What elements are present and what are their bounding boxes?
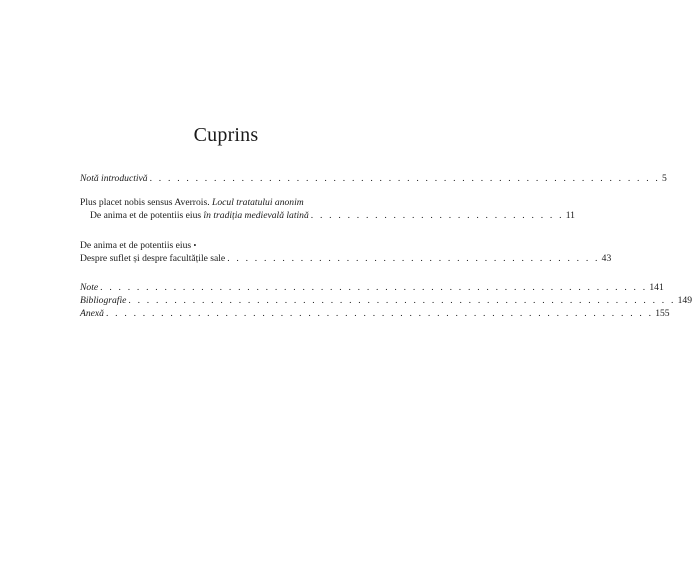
toc-entry-page: 149 [677,295,692,306]
toc-entry-line [80,196,373,209]
toc-entry-label: Note [80,282,99,293]
toc-entry-anexa[interactable] [80,307,670,320]
toc-entry-label [90,209,309,222]
toc-entry-text: De anima et de potentiis eius [80,240,192,251]
dot-leader: . . . . . . . . . . . . . . . . . . . . . . . . . . . . [310,210,564,221]
toc-entry-plus-placet[interactable] [80,196,575,222]
bullet-separator: • [193,241,197,250]
dot-leader: . . . . . . . . . . . . . . . . . . . . . . . . . . . . . . . . . . . . . . . . . . . . . . . . . . . . . . . . . . . . [105,308,654,319]
dot-leader: . . . . . . . . . . . . . . . . . . . . . . . . . . . . . . . . . . . . . . . . . [227,253,600,264]
toc-entry-text: Plus placet nobis sensus Averrois. [80,197,210,208]
dot-leader: . . . . . . . . . . . . . . . . . . . . . . . . . . . . . . . . . . . . . . . . . . . . . . . . . . . . . . . . [149,173,661,184]
dot-leader: . . . . . . . . . . . . . . . . . . . . . . . . . . . . . . . . . . . . . . . . . . . . . . . . . . . . . . . . . . . . [100,282,648,293]
toc-entry-page: 11 [565,210,575,221]
toc-entry-nota-introductiva[interactable] [80,172,667,185]
toc-entry-line [80,252,612,265]
toc-entry-label: Despre suflet și despre facultățile sale [80,253,226,264]
toc-entry-page: 155 [655,308,670,319]
toc-entry-label: Bibliografie [80,295,127,306]
toc-entry-text: De anima et de potentiis eius [90,210,202,221]
toc-entry-bibliografie[interactable] [80,294,692,307]
toc-entry-label: Notă introductivă [80,173,148,184]
toc-entry-line [80,209,575,222]
page-title: Cuprins [193,124,259,146]
toc-entry-label: Anexă [80,308,104,319]
toc-entry-note[interactable] [80,281,664,294]
table-of-contents [80,172,692,320]
toc-entry-page: 141 [649,282,664,293]
toc-entry-de-anima[interactable] [80,239,612,265]
toc-entry-text-italic: în tradiția medievală latină [203,210,309,221]
toc-entry-page: 43 [601,253,612,264]
dot-leader: . . . . . . . . . . . . . . . . . . . . . . . . . . . . . . . . . . . . . . . . . . . . . . . . . . . . . . . . . . . . [128,295,676,306]
toc-entry-line [80,239,373,252]
toc-entry-text-italic: Locul tratatului anonim [212,197,304,208]
toc-entry-page: 5 [662,173,667,184]
